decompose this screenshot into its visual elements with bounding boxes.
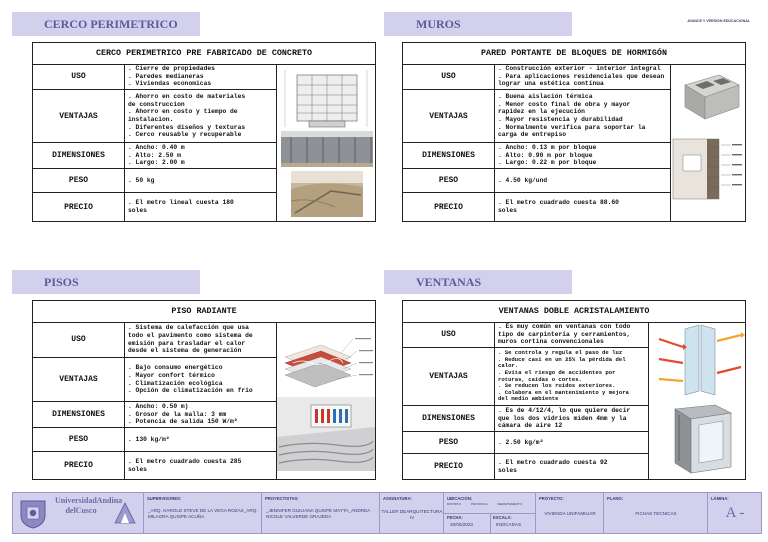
row-uso xyxy=(33,64,277,90)
text-line: _ARQ. HAROLD STEVE DE LA VEGA ROZAS xyxy=(148,508,244,513)
section-header-pisos: PISOS xyxy=(12,270,200,294)
text-line: . 2.50 kg/m² xyxy=(498,438,544,446)
supervisores-names xyxy=(148,508,261,520)
row-ventajas xyxy=(33,358,277,402)
row-value xyxy=(125,143,277,168)
row-label: PRECIO xyxy=(33,193,125,221)
section-header-muros: MUROS xyxy=(384,12,572,36)
text-line: carga de entrepiso xyxy=(498,131,567,139)
text-line: emisión para trasladar el calor xyxy=(128,339,246,347)
fence-photo-image xyxy=(281,131,373,167)
text-line: instalacion. xyxy=(128,116,174,123)
proyecto-value: VIVIENDA UNIFAMILIAR xyxy=(544,511,596,516)
text-line: . 50 kg xyxy=(128,176,155,184)
row-value xyxy=(495,193,671,221)
text-line: . Sistema de calefacción que usa xyxy=(128,324,249,332)
fence-site-photo-image xyxy=(291,171,363,217)
text-line: . Normalmente verifica para soportar la xyxy=(498,123,646,131)
row-value xyxy=(125,90,277,142)
title-block xyxy=(12,492,762,534)
text-line: soles xyxy=(498,466,517,474)
proyectistas-names xyxy=(266,508,379,520)
text-line: . Cierre de propiedades xyxy=(128,64,215,72)
fecha-value: 26/05/2023 xyxy=(450,522,473,527)
row-label: PRECIO xyxy=(403,454,495,479)
text-line: . Menor costo final de obra y mayor xyxy=(498,100,631,108)
text-line: . Se reducen los ruidos exteriores. xyxy=(498,382,616,390)
proyectistas-label: PROYECTISTAS: xyxy=(265,496,299,501)
row-value xyxy=(495,322,649,347)
text-line: roturas, caídas o cortes. xyxy=(498,375,582,383)
row-ventajas xyxy=(33,90,277,143)
escala-value: INDICADAS xyxy=(496,522,522,527)
card-title: PARED PORTANTE DE BLOQUES DE HORMIGÓN xyxy=(403,43,745,65)
text-line: que los dos vidrios miden 4mm y la xyxy=(498,414,627,422)
row-label: DIMENSIONES xyxy=(33,402,125,427)
university-cell xyxy=(13,493,143,533)
section-header-cerco: CERCO PERIMETRICO xyxy=(12,12,200,36)
row-label: DIMENSIONES xyxy=(403,406,495,431)
text-line: . El metro lineal cuesta 180 xyxy=(128,199,234,207)
row-ventajas xyxy=(403,348,649,406)
text-line: . Es muy común en ventanas con todo xyxy=(498,322,631,330)
card-ventanas xyxy=(402,300,746,480)
row-label: PRECIO xyxy=(403,193,495,221)
row-value xyxy=(495,143,671,168)
text-line: tipo de carpintería y cerramientos, xyxy=(498,330,631,338)
row-value xyxy=(495,64,671,89)
university-name xyxy=(55,496,123,516)
text-line: . Potencia de salida 150 W/m² xyxy=(128,418,238,426)
text-line: . Largo: 2.00 m xyxy=(128,159,185,167)
text-line: . Alto: 2.50 m xyxy=(128,151,181,159)
text-line: . Viviendas economicas xyxy=(128,80,212,88)
text-line: . Construcción exterior - interior integral xyxy=(498,64,661,72)
text-line: TALLER DE xyxy=(381,509,407,514)
supervisores-cell xyxy=(143,493,261,533)
row-label: DIMENSIONES xyxy=(403,143,495,168)
ubicacion-values xyxy=(447,502,522,506)
row-value xyxy=(495,348,649,405)
text-line: . Ancho: 0.40 m xyxy=(128,143,185,151)
fence-elevation-image xyxy=(279,65,375,139)
row-peso xyxy=(33,169,277,193)
row-label: VENTAJAS xyxy=(403,90,495,142)
text-line: . Mayor confort térmico xyxy=(128,371,215,379)
row-label: USO xyxy=(403,64,495,89)
university-shield-icon xyxy=(17,497,49,529)
text-line: . Reduce casi en un 25% la pérdida del xyxy=(498,355,626,363)
text-line: . Cerco reusable y recuperable xyxy=(128,131,242,139)
text-line: . Climatización ecológica xyxy=(128,379,223,387)
text-line: Andina del xyxy=(65,496,123,515)
row-label: USO xyxy=(33,322,125,357)
row-uso xyxy=(403,64,671,90)
row-value xyxy=(125,64,277,89)
row-precio xyxy=(33,193,277,221)
row-label: USO xyxy=(33,64,125,89)
row-peso xyxy=(403,432,649,454)
text-line: cámara de aire 12 xyxy=(498,422,563,430)
text-item: PROVINCIA xyxy=(470,502,488,506)
text-line: . Bajo consumo energético xyxy=(128,364,223,372)
ubicacion-label: UBICACIÓN: xyxy=(447,496,473,501)
text-line: del medio ambiente xyxy=(498,395,559,403)
radiant-floor-manifold-image xyxy=(277,397,375,471)
row-value xyxy=(495,169,671,192)
plano-cell xyxy=(603,493,707,533)
text-line: . El metro cuadrado cuesta 88.60 xyxy=(498,199,619,207)
text-line: . 130 kg/m² xyxy=(128,435,170,443)
row-dimensiones xyxy=(403,143,671,169)
row-label: VENTAJAS xyxy=(403,348,495,405)
text-line: . Diferentes diseños y texturas xyxy=(128,123,246,131)
plano-value: FICHAS TECNICAS xyxy=(635,511,677,516)
row-peso xyxy=(33,428,277,452)
row-label: USO xyxy=(403,322,495,347)
text-line: rapidez en la ejecución xyxy=(498,108,585,116)
text-line: . Grosor de la malla: 3 mm xyxy=(128,410,227,418)
text-line: . Alto: 0.90 m por bloque xyxy=(498,151,593,159)
text-line: . Se controla y regula el paso de luz xyxy=(498,349,623,357)
row-precio xyxy=(33,452,277,479)
row-label: PESO xyxy=(33,428,125,451)
text-line: . Paredes medianeras xyxy=(128,72,204,80)
row-value xyxy=(125,428,277,451)
text-line: todo el pavimento como sistema de xyxy=(128,331,253,339)
supervisores-label: SUPERVISORES: xyxy=(147,496,182,501)
row-uso xyxy=(403,322,649,348)
text-line: . Buena aislación térmica xyxy=(498,92,593,100)
text-line: _ANDREA NICOLE VALVERDE GRAJEDA xyxy=(266,508,370,519)
row-value xyxy=(125,452,277,479)
lamina-label: LÁMINA: xyxy=(711,496,729,501)
row-value xyxy=(125,193,277,221)
lamina-cell xyxy=(707,493,761,533)
text-line: . Mayor resistencia y durabilidad xyxy=(498,116,623,123)
text-line: Cusco xyxy=(75,506,97,515)
text-line: . Ancho: 0.50 m) xyxy=(128,402,189,410)
row-precio xyxy=(403,193,671,221)
text-line: . Ahorro en costo y tiempo de xyxy=(128,108,238,116)
row-peso xyxy=(403,169,671,193)
text-line: . Para aplicaciones residenciales que desean xyxy=(498,72,665,80)
window-frame-image xyxy=(665,401,741,477)
card-cerco xyxy=(32,42,376,222)
row-label: PRECIO xyxy=(33,452,125,479)
text-line: lograr una estética contínua xyxy=(498,80,604,88)
text-line: . Ancho: 0.13 m por bloque xyxy=(498,143,597,151)
text-line: . Es de 4/12/4, lo que quiere decir xyxy=(498,406,631,414)
row-dimensiones xyxy=(33,143,277,169)
card-muros xyxy=(402,42,746,222)
card-title: CERCO PERIMETRICO PRE FABRICADO DE CONCRETO xyxy=(33,43,375,65)
row-value xyxy=(125,358,277,401)
fecha-label: FECHA: xyxy=(447,515,463,520)
text-line: soles xyxy=(498,207,517,214)
row-value xyxy=(495,432,649,453)
text-line: desde el sistema de generación xyxy=(128,347,242,355)
architecture-logo-icon xyxy=(113,501,137,525)
text-line: . 4.50 kg/und xyxy=(498,176,548,184)
text-line: soles xyxy=(128,465,147,473)
escala-label: ESCALA: xyxy=(493,515,512,520)
row-dimensiones xyxy=(33,402,277,428)
proyecto-label: PROYECTO: xyxy=(539,496,564,501)
row-label: VENTAJAS xyxy=(33,90,125,142)
card-pisos xyxy=(32,300,376,480)
text-line: . Opción de climatización en frío xyxy=(128,387,253,395)
row-uso xyxy=(33,322,277,358)
text-line: calor. xyxy=(498,362,519,370)
top-note: AVANCE Y VERSIÓN EDUCACIONAL xyxy=(687,19,750,23)
text-line: muros cortina convencionales xyxy=(498,338,604,346)
row-value xyxy=(125,169,277,192)
text-line: . El metro cuadrado cuesta 285 xyxy=(128,457,242,465)
text-line: soles xyxy=(128,207,147,214)
asignatura-cell xyxy=(379,493,443,533)
row-value xyxy=(125,322,277,357)
row-value xyxy=(495,454,649,479)
text-line: . El metro cuadrado cuesta 92 xyxy=(498,458,608,466)
text-line: . Colabora en el mantenimiento y mejora xyxy=(498,388,629,396)
text-line: . Largo: 0.22 m por bloque xyxy=(498,159,597,167)
block-wall-diagram-image xyxy=(665,133,745,203)
text-line: . Ahorro en costo de materiales xyxy=(128,92,246,100)
text-item: DEPARTAMENTO xyxy=(497,502,522,506)
proyectistas-cell xyxy=(261,493,379,533)
row-ventajas xyxy=(403,90,671,143)
row-label: DIMENSIONES xyxy=(33,143,125,168)
text-line: de construccion xyxy=(128,100,185,108)
proyecto-cell xyxy=(535,493,603,533)
asignatura-value xyxy=(380,509,444,521)
text-line: _JENNIFER GUILIANA QUISPE MAYTA xyxy=(266,508,349,513)
concrete-block-image xyxy=(679,67,743,123)
row-label: PESO xyxy=(403,169,495,192)
text-item: DISTRITO xyxy=(447,502,461,506)
card-title: VENTANAS DOBLE ACRISTALAMIENTO xyxy=(403,301,745,323)
row-dimensiones xyxy=(403,406,649,432)
row-value xyxy=(125,402,277,427)
row-value xyxy=(495,90,671,142)
text-line: ARQUITECTURA IV xyxy=(406,509,443,520)
plano-label: PLANO: xyxy=(607,496,624,501)
radiant-floor-layers-image xyxy=(281,327,375,391)
lamina-value: A - xyxy=(725,505,745,521)
ubicacion-cell xyxy=(443,493,535,533)
text-line: _ARQ. MILAGRA QUISPE ACUÑA xyxy=(148,508,258,519)
row-label: VENTAJAS xyxy=(33,358,125,401)
text-line: . Evita el riesgo de accidentes por xyxy=(498,368,616,376)
asignatura-label: ASIGNATURA: xyxy=(383,496,412,501)
card-title: PISO RADIANTE xyxy=(33,301,375,323)
row-value xyxy=(495,406,649,431)
row-label: PESO xyxy=(33,169,125,192)
row-label: PESO xyxy=(403,432,495,453)
double-glazing-diagram-image xyxy=(655,323,745,395)
row-precio xyxy=(403,454,649,479)
section-header-ventanas: VENTANAS xyxy=(384,270,572,294)
text-line: Universidad xyxy=(55,496,97,505)
